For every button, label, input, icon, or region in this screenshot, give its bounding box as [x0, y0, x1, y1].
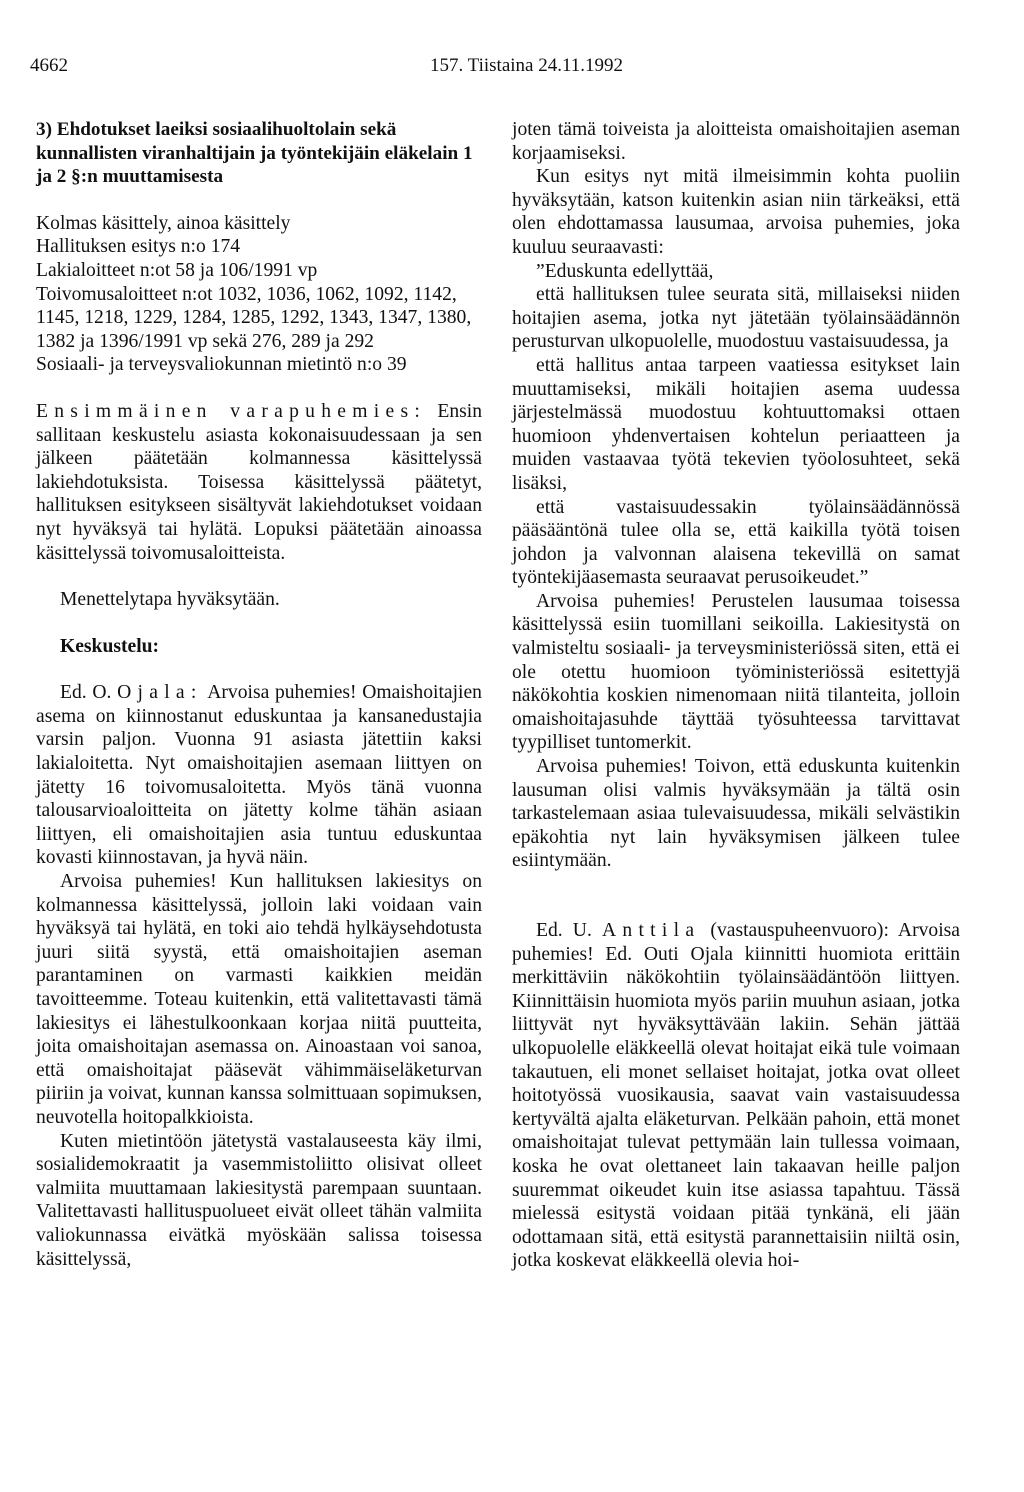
speaker-name: Anttila: [601, 920, 701, 941]
speaker-name: Ojala:: [117, 682, 203, 704]
speech-paragraph: Kun esitys nyt mitä ilmeisimmin kohta puoliin hyväksytään, katson kuitenkin asian niin tärkeäksi, että olen ehdottamassa lausumaa, arvoisa puhemies, joka kuuluu seuraavasti:: [512, 166, 960, 258]
page-number: 4662: [30, 55, 68, 76]
resolution-quote: että vastaisuudessakin työlainsäädännössä pääsääntönä tulee olla se, että kaikilla työtä toisen johdon ja valvonnan alaisena tekevillä on samat työntekijäasemasta seuraavat perusoikeudet.”: [512, 496, 960, 589]
speech-text: (vastauspuheenvuoro): Arvoisa puhemies! Ed. Outi Ojala kiinnitti huomiota erittäin merkittäviin näkökohtiin työlainsäädäntöön liittyen. Kiinnittäisin huomiota myös pariin muuhun asiaan, jotka liittyvät nyt hyväksyttävään lakiin. Sehän jättää ulkopuolelle eläkkeellä olevat hoitajat eikä tule voimaan takautuen, eli monet sellaiset hoitajat, jotka ovat olleet hoitotyössä vuosikausia, saavat vain vastaisuudessa kertyvältä ajalta eläketurvan. Pelkään pahoin, että monet omaishoitajat tulevat pettymään lain tullessa voimaan, koska he ovat olettaneet lain takaavan heille paljon suuremmat oikeudet kuin itse asiassa tapahtuu. Tässä mielessä esitystä voidaan pitää tynkänä, eli jään odottamaan sitä, että esitystä parannettaisiin niiltä osin, jotka koskevat eläkkeellä olevia hoi-: [512, 920, 960, 1272]
running-title: 157. Tiistaina 24.11.1992: [430, 55, 624, 76]
meta-line: Sosiaali- ja terveysvaliokunnan mietintö n:o 39: [36, 354, 407, 376]
speaker-prefix: Ed. U.: [536, 920, 592, 941]
resolution-quote: että hallituksen tulee seurata sitä, millaiseksi niiden hoitajien asema, jotka nyt jätetään työlainsäädännön perusturvan ulkopuolelle, muodostuu vastaisuudessa, ja: [512, 284, 960, 353]
speech-paragraph: Arvoisa puhemies! Toivon, että eduskunta kuitenkin lausuman olisi valmis hyväksymään ja tältä osin tarkastelemaan asiaa tulevaisuudessa, mikäli selvästikin epäkohtia nyt lain hyväksymisen jälkeen tulee esiintymään.: [512, 756, 960, 872]
speaker-paragraph: [512, 919, 960, 1273]
speech-paragraph: Arvoisa puhemies! Perustelen lausumaa toisessa käsittelyssä esiin tuomillani seikoilla. Lakiesitystä on valmisteltu sosiaali- ja terveysministeriössä siten, että ei ole otettu huomioon työministeriössä esitettyjä näkökohtia koskien nimenomaan niitä tilanteita, jolloin omaishoitajasuhde täyttää työsuhteessa tarvittavat tyypilliset tuntomerkit.: [512, 590, 960, 754]
speaker-name: Ensimmäinen varapuhemies:: [36, 400, 427, 422]
meta-line: Toivomusaloitteet n:ot 1032, 1036, 1062, 1092, 1142, 1145, 1218, 1229, 1284, 1285, 1292, 1343, 1347, 1380, 1382 ja 1396/1991 vp sekä 276, 289 ja 292: [36, 283, 472, 352]
speaker-paragraph: [36, 400, 482, 565]
speaker-prefix: Ed. O.: [60, 682, 112, 704]
meta-line: Lakialoitteet n:ot 58 ja 106/1991 vp: [36, 259, 318, 281]
speech-text: Ensin sallitaan keskustelu asiasta kokonaisuudessaan ja sen jälkeen päätetään kolmannessa käsittelyssä lakiehdotuksista. Toisessa käsittelyssä päätetyt, hallituksen esitykseen sisältyvät lakiehdotukset voidaan nyt hyväksyä tai hylätä. Lopuksi päätetään ainoassa käsittelyssä toivomusaloitteista.: [36, 400, 482, 564]
meta-line: Hallituksen esitys n:o 174: [36, 236, 241, 258]
resolution-quote: että hallitus antaa tarpeen vaatiessa esitykset lain muuttamiseksi, mikäli hoitajien asema uudessa järjestelmässä muodostuu kohtuuttomaksi ottaen huomioon yhdenvertaisen kohtelun periaatteen ja muiden vastaavaa työtä tekevien työolosuhteet, sekä lisäksi,: [512, 354, 960, 494]
procedure-note: Menettelytapa hyväksytään.: [60, 589, 280, 611]
discussion-label: Keskustelu:: [60, 635, 160, 657]
speech-text: Arvoisa puhemies! Omaishoitajien asema on kiinnostanut eduskuntaa ja kansanedustajia varsin paljon. Vuonna 91 asiasta jätettiin kaksi lakialoitetta. Nyt omaishoitajien asemaan liittyen on jätetty 16 toivomusaloitetta. Myös tänä vuonna talousarvioaloitteita on jätetty kolme tähän asiaan liittyen, eli omaishoitajien asia tuntuu eduskuntaa kovasti kiinnostavan, ja hyvä näin.: [36, 682, 482, 869]
speech-paragraph: Kuten mietintöön jätetystä vastalauseesta käy ilmi, sosialidemokraatit ja vasemmistoliitto olisivat olleet valmiita muuttamaan lakiesitystä parempaan suuntaan. Valitettavasti hallituspuolueet eivät olleet tähän valmiita valiokunnassa eivätkä myöskään salissa toisessa käsittelyssä,: [36, 1130, 482, 1270]
resolution-quote: ”Eduskunta edellyttää,: [536, 260, 714, 282]
speaker-paragraph: [36, 681, 482, 870]
agenda-meta: [36, 212, 482, 377]
speech-paragraph: joten tämä toiveista ja aloitteista omaishoitajien aseman korjaamiseksi.: [512, 119, 960, 164]
left-column: [36, 118, 482, 1271]
right-column: [512, 118, 960, 1273]
meta-line: Kolmas käsittely, ainoa käsittely: [36, 212, 291, 234]
section-heading: 3) Ehdotukset laeiksi sosiaalihuoltolain sekä kunnallisten viranhaltijain ja työntekijäin eläkelain 1 ja 2 §:n muuttamisesta: [36, 119, 473, 188]
page-header: [30, 55, 960, 85]
speech-paragraph: Arvoisa puhemies! Kun hallituksen lakiesitys on kolmannessa käsittelyssä, jolloin laki voidaan vain hyväksyä tai hylätä, en toki aio tehdä hylkäysehdotusta juuri siitä syystä, että omaishoitajien aseman parantaminen on varmasti kaikkien meidän tavoitteemme. Toteau kuitenkin, että valitettavasti tämä lakiesitys ei lähestulkoonkaan korjaa niitä puutteita, joita omaishoitajan asemassa on. Ainoastaan voi sanoa, että omaishoitajat pääsevät vähimmäiseläketurvan piiriin ja voivat, kunnan kanssa solmittuaan sopimuksen, neuvotella hoitopalkkioista.: [36, 871, 482, 1128]
